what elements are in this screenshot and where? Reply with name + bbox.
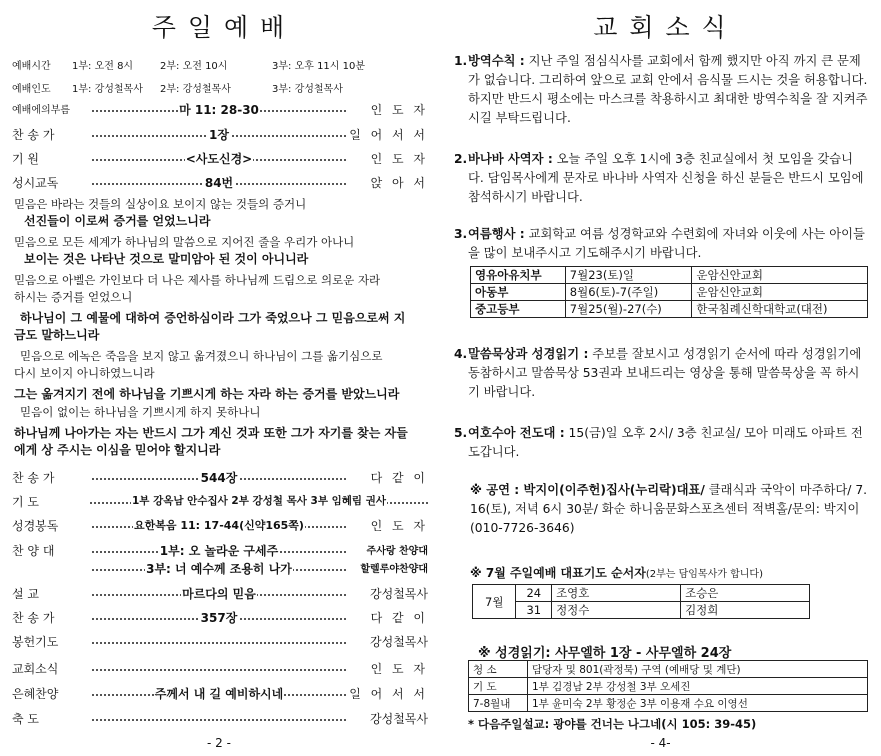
- order-row: [12, 469, 428, 489]
- order-row: [12, 560, 428, 580]
- order-label: 봉헌기도: [12, 635, 59, 649]
- prayer-title: ※ 7월 주일예배 대표기도 순서자: [470, 566, 646, 580]
- table-cell: 청 소: [469, 661, 528, 678]
- order-label: 찬 송 가: [12, 471, 55, 485]
- duty-table: [468, 660, 868, 712]
- summer-events-table: [470, 266, 868, 318]
- order-row: [12, 101, 428, 121]
- table-cell: 기 도: [469, 678, 528, 695]
- order-label: 성시교독: [12, 176, 59, 190]
- order-label: 교회소식: [12, 662, 59, 676]
- order-content: [218, 660, 220, 674]
- order-content: 544장: [200, 471, 238, 485]
- table-cell: 31: [516, 602, 552, 619]
- news-item-body: 주보를 잘보시고 성경읽기 순서에 따라 성경읽기에 동참하시고 말씀묵상 53권과 보내드리는 영상을 통해 말씀묵상을 꼭 하시기 바랍니다.: [468, 347, 862, 399]
- news-item-body: 지난 주일 점심식사를 교회에서 함께 했지만 아직 까지 큰 문제가 없습니다. 그리하여 앞으로 교회 안에서 음식물 드시는 것을 허용합니다. 하지만 반드시 평소에는 마스크를 착용하시고 최대한 방역수칙을 잘 지켜주시길 부탁드립니다.: [468, 54, 868, 125]
- news-item-body: 교회학교 여름 성경학교와 수련회에 자녀와 이웃에 사는 아이들을 많이 보내주시고 기도해주시기 바랍니다.: [468, 227, 865, 260]
- page-number: - 2 -: [207, 736, 231, 750]
- prayer-note: (2부는 담임목사가 합니다): [645, 569, 763, 580]
- order-label: 찬 송 가: [12, 128, 55, 142]
- order-content: 84번: [204, 176, 234, 190]
- table-cell: 7-8월내: [469, 695, 528, 712]
- order-label: 찬 양 대: [12, 544, 55, 558]
- order-content: 마 11: 28-30: [179, 103, 259, 117]
- service-time-label: 예배시간: [12, 61, 51, 72]
- order-row: [12, 126, 428, 146]
- table-cell: 한국침례신학대학교(대전): [692, 301, 868, 318]
- order-row: [12, 493, 428, 513]
- news-item-number: 3.: [454, 227, 468, 241]
- order-row: [12, 150, 428, 170]
- prayer-schedule-heading: [470, 564, 763, 581]
- order-row: [12, 633, 428, 653]
- order-row: [12, 710, 428, 730]
- next-sermon: * 다음주일설교: 광야를 건너는 나그네(시 105: 39-45): [468, 717, 757, 731]
- page-number: - 4-: [650, 736, 671, 750]
- news-item-number: 2.: [454, 152, 468, 166]
- service-leader-3: 3부: 강성철목사: [272, 84, 343, 95]
- table-cell: 김정희: [681, 602, 810, 619]
- order-right: 강성철목사: [370, 635, 428, 649]
- scripture-line: 보이는 것은 나타난 것으로 말미암아 된 것이 아니니라: [24, 252, 309, 266]
- scripture-line: 믿음으로 아벨은 가인보다 더 나은 제사를 하나님께 드림으로 의로운 자라: [14, 273, 381, 287]
- news-item-heading: 여호수아 전도대 :: [468, 426, 565, 440]
- order-label: 기 도: [12, 495, 39, 509]
- table-row: [469, 661, 868, 678]
- order-content: 1장: [209, 128, 229, 142]
- news-item-body: 15(금)일 오후 2시/ 3층 친교실/ 모아 미래도 아파트 전도갑니다.: [468, 426, 863, 459]
- table-cell: 조승은: [681, 585, 810, 602]
- order-content: 1부: 오 놀라운 구세주: [159, 544, 279, 558]
- concert-body: 클래식과 국악이 마주하다/ 7. 16(토), 저녁 6시 30분/ 화순 하니움문화스포츠센터 적벽홀/문의: 박지이(010-7726-3646): [470, 483, 868, 535]
- table-cell: 1부 윤미숙 2부 황정순 3부 이용재 수요 이영선: [528, 695, 868, 712]
- scripture-line: 그는 옮겨지기 전에 하나님을 기쁘시게 하는 자라 하는 증거를 받았느니라: [14, 387, 400, 401]
- right-page: [440, 0, 881, 756]
- order-right: 인 도 자: [370, 103, 428, 117]
- table-cell: 운암신안교회: [692, 284, 868, 301]
- table-row: [471, 267, 868, 284]
- table-cell: 1부 김경남 2부 강성철 3부 오세진: [528, 678, 868, 695]
- service-time-2: 2부: 오전 10시: [160, 61, 228, 72]
- news-item: [454, 150, 868, 207]
- table-row: [473, 585, 810, 602]
- order-row: [12, 517, 428, 537]
- scripture-line: 다시 보이지 아니하였느니라: [14, 366, 155, 380]
- news-item-heading: 방역수칙 :: [468, 54, 525, 68]
- order-content: 주께서 내 길 예비하시네: [154, 687, 284, 701]
- scripture-line: 선진들이 이로써 증거를 얻었느니라: [24, 214, 211, 228]
- order-content: <사도신경>: [185, 152, 253, 166]
- left-page: [0, 0, 438, 756]
- concert-heading: ※ 공연 : 박지이(이주헌)집사(누리락)대표/: [470, 483, 705, 497]
- service-time-3: 3부: 오후 11시 10분: [272, 61, 366, 72]
- table-cell: 24: [516, 585, 552, 602]
- order-right: 인 도 자: [370, 519, 428, 533]
- scripture-line: 믿음으로 모든 세계가 하나님의 말씀으로 지어진 줄을 우리가 아나니: [14, 235, 355, 249]
- order-right: 인 도 자: [370, 662, 428, 676]
- service-time-1: 1부: 오전 8시: [72, 61, 134, 72]
- table-row: [471, 301, 868, 318]
- table-cell: 영유아유치부: [471, 267, 566, 284]
- news-item-heading: 여름행사 :: [468, 227, 525, 241]
- worship-title: 주 일 예 배: [151, 13, 287, 42]
- order-right: 다 같 이: [370, 471, 428, 485]
- table-row: [469, 678, 868, 695]
- table-row: [469, 695, 868, 712]
- order-content: 마르다의 믿음: [182, 587, 256, 601]
- news-item: [454, 345, 868, 402]
- order-label: 축 도: [12, 712, 39, 726]
- scripture-line: 믿음은 바라는 것들의 실상이요 보이지 않는 것들의 증거니: [14, 197, 307, 211]
- order-content: 요한복음 11: 17-44(신약165쪽): [134, 519, 304, 532]
- table-cell: 7월25(월)-27(수): [565, 301, 692, 318]
- order-right: 일 어 서 서: [349, 687, 428, 701]
- table-cell: 7월: [473, 585, 516, 619]
- order-row: [12, 609, 428, 629]
- order-content: 3부: 너 예수께 조용히 나가: [146, 562, 292, 576]
- concert-notice: [470, 481, 868, 538]
- prayer-table: [472, 584, 810, 619]
- table-cell: 중고등부: [471, 301, 566, 318]
- order-content: 357장: [200, 611, 238, 625]
- order-label: 성경봉독: [12, 519, 59, 533]
- table-cell: 아동부: [471, 284, 566, 301]
- order-label: 예배에의부름: [12, 105, 70, 116]
- table-row: [471, 284, 868, 301]
- table-cell: 8월6(토)-7(주일): [565, 284, 692, 301]
- news-item-heading: 바나바 사역자 :: [468, 152, 553, 166]
- order-right: 앉 아 서: [370, 176, 428, 190]
- table-cell: 운암신안교회: [692, 267, 868, 284]
- news-item-number: 5.: [454, 426, 468, 440]
- reading-title: ※ 성경읽기: 사무엘하 1장 - 사무엘하 24장: [478, 646, 732, 661]
- scripture-line: 믿음이 없이는 하나님을 기쁘시게 하지 못하나니: [20, 405, 261, 419]
- scripture-line: 에게 상 주시는 이심을 믿어야 할지니라: [14, 443, 221, 457]
- news-item: [454, 52, 868, 128]
- order-label: 기 원: [12, 152, 39, 166]
- order-content: [218, 710, 220, 724]
- table-cell: 담당자 및 801(곽정묵) 구역 (예배당 및 계단): [528, 661, 868, 678]
- order-right: 강성철목사: [370, 712, 428, 726]
- order-right: 인 도 자: [370, 152, 428, 166]
- table-cell: 정정수: [552, 602, 681, 619]
- order-row: [12, 174, 428, 194]
- order-right: 다 같 이: [370, 611, 428, 625]
- order-label: 설 교: [12, 587, 39, 601]
- scripture-line: 금도 말하느니라: [14, 328, 100, 342]
- scripture-line: 하나님께 나아가는 자는 반드시 그가 계신 것과 또한 그가 자기를 찾는 자들: [14, 426, 408, 440]
- order-content: [218, 633, 220, 647]
- news-title: 교 회 소 식: [593, 13, 728, 42]
- news-item-number: 4.: [454, 347, 468, 361]
- order-content: 1부 강옥남 안수집사 2부 강성철 목사 3부 임혜림 권사: [131, 495, 387, 507]
- order-row: [12, 542, 428, 562]
- service-leader-label: 예배인도: [12, 84, 51, 95]
- news-item-heading: 말씀묵상과 성경읽기 :: [468, 347, 589, 361]
- order-row: [12, 660, 428, 680]
- scripture-line: 믿음으로 에녹은 죽음을 보지 않고 옮겨졌으니 하나님이 그를 옮기심으로: [20, 349, 383, 363]
- order-right: 할렐루야찬양대: [360, 564, 428, 575]
- scripture-line: 하시는 증거를 얻었으니: [14, 290, 133, 304]
- order-row: [12, 585, 428, 605]
- table-cell: 조영호: [552, 585, 681, 602]
- news-item: [454, 225, 868, 263]
- order-right: 강성철목사: [370, 587, 428, 601]
- table-cell: 7월23(토)일: [565, 267, 692, 284]
- order-label: 은혜찬양: [12, 687, 59, 701]
- news-item-number: 1.: [454, 54, 468, 68]
- service-leader-1: 1부: 강성철목사: [72, 84, 143, 95]
- order-label: 찬 송 가: [12, 611, 55, 625]
- order-right: 일 어 서 서: [349, 128, 428, 142]
- scripture-line: 하나님이 그 예물에 대하여 증언하심이라 그가 죽었으나 그 믿음으로써 지: [20, 311, 406, 325]
- table-row: [473, 602, 810, 619]
- service-leader-2: 2부: 강성철목사: [160, 84, 231, 95]
- order-row: [12, 685, 428, 705]
- news-item: [454, 424, 868, 462]
- news-item-body: 오늘 주일 오후 1시에 3층 친교실에서 첫 모임을 갖습니다. 담임목사에게 문자로 바나바 사역자 신청을 하신 분들은 반드시 모임에 참석하시기 바랍니다.: [468, 152, 864, 204]
- order-right: 주사랑 찬양대: [366, 546, 428, 557]
